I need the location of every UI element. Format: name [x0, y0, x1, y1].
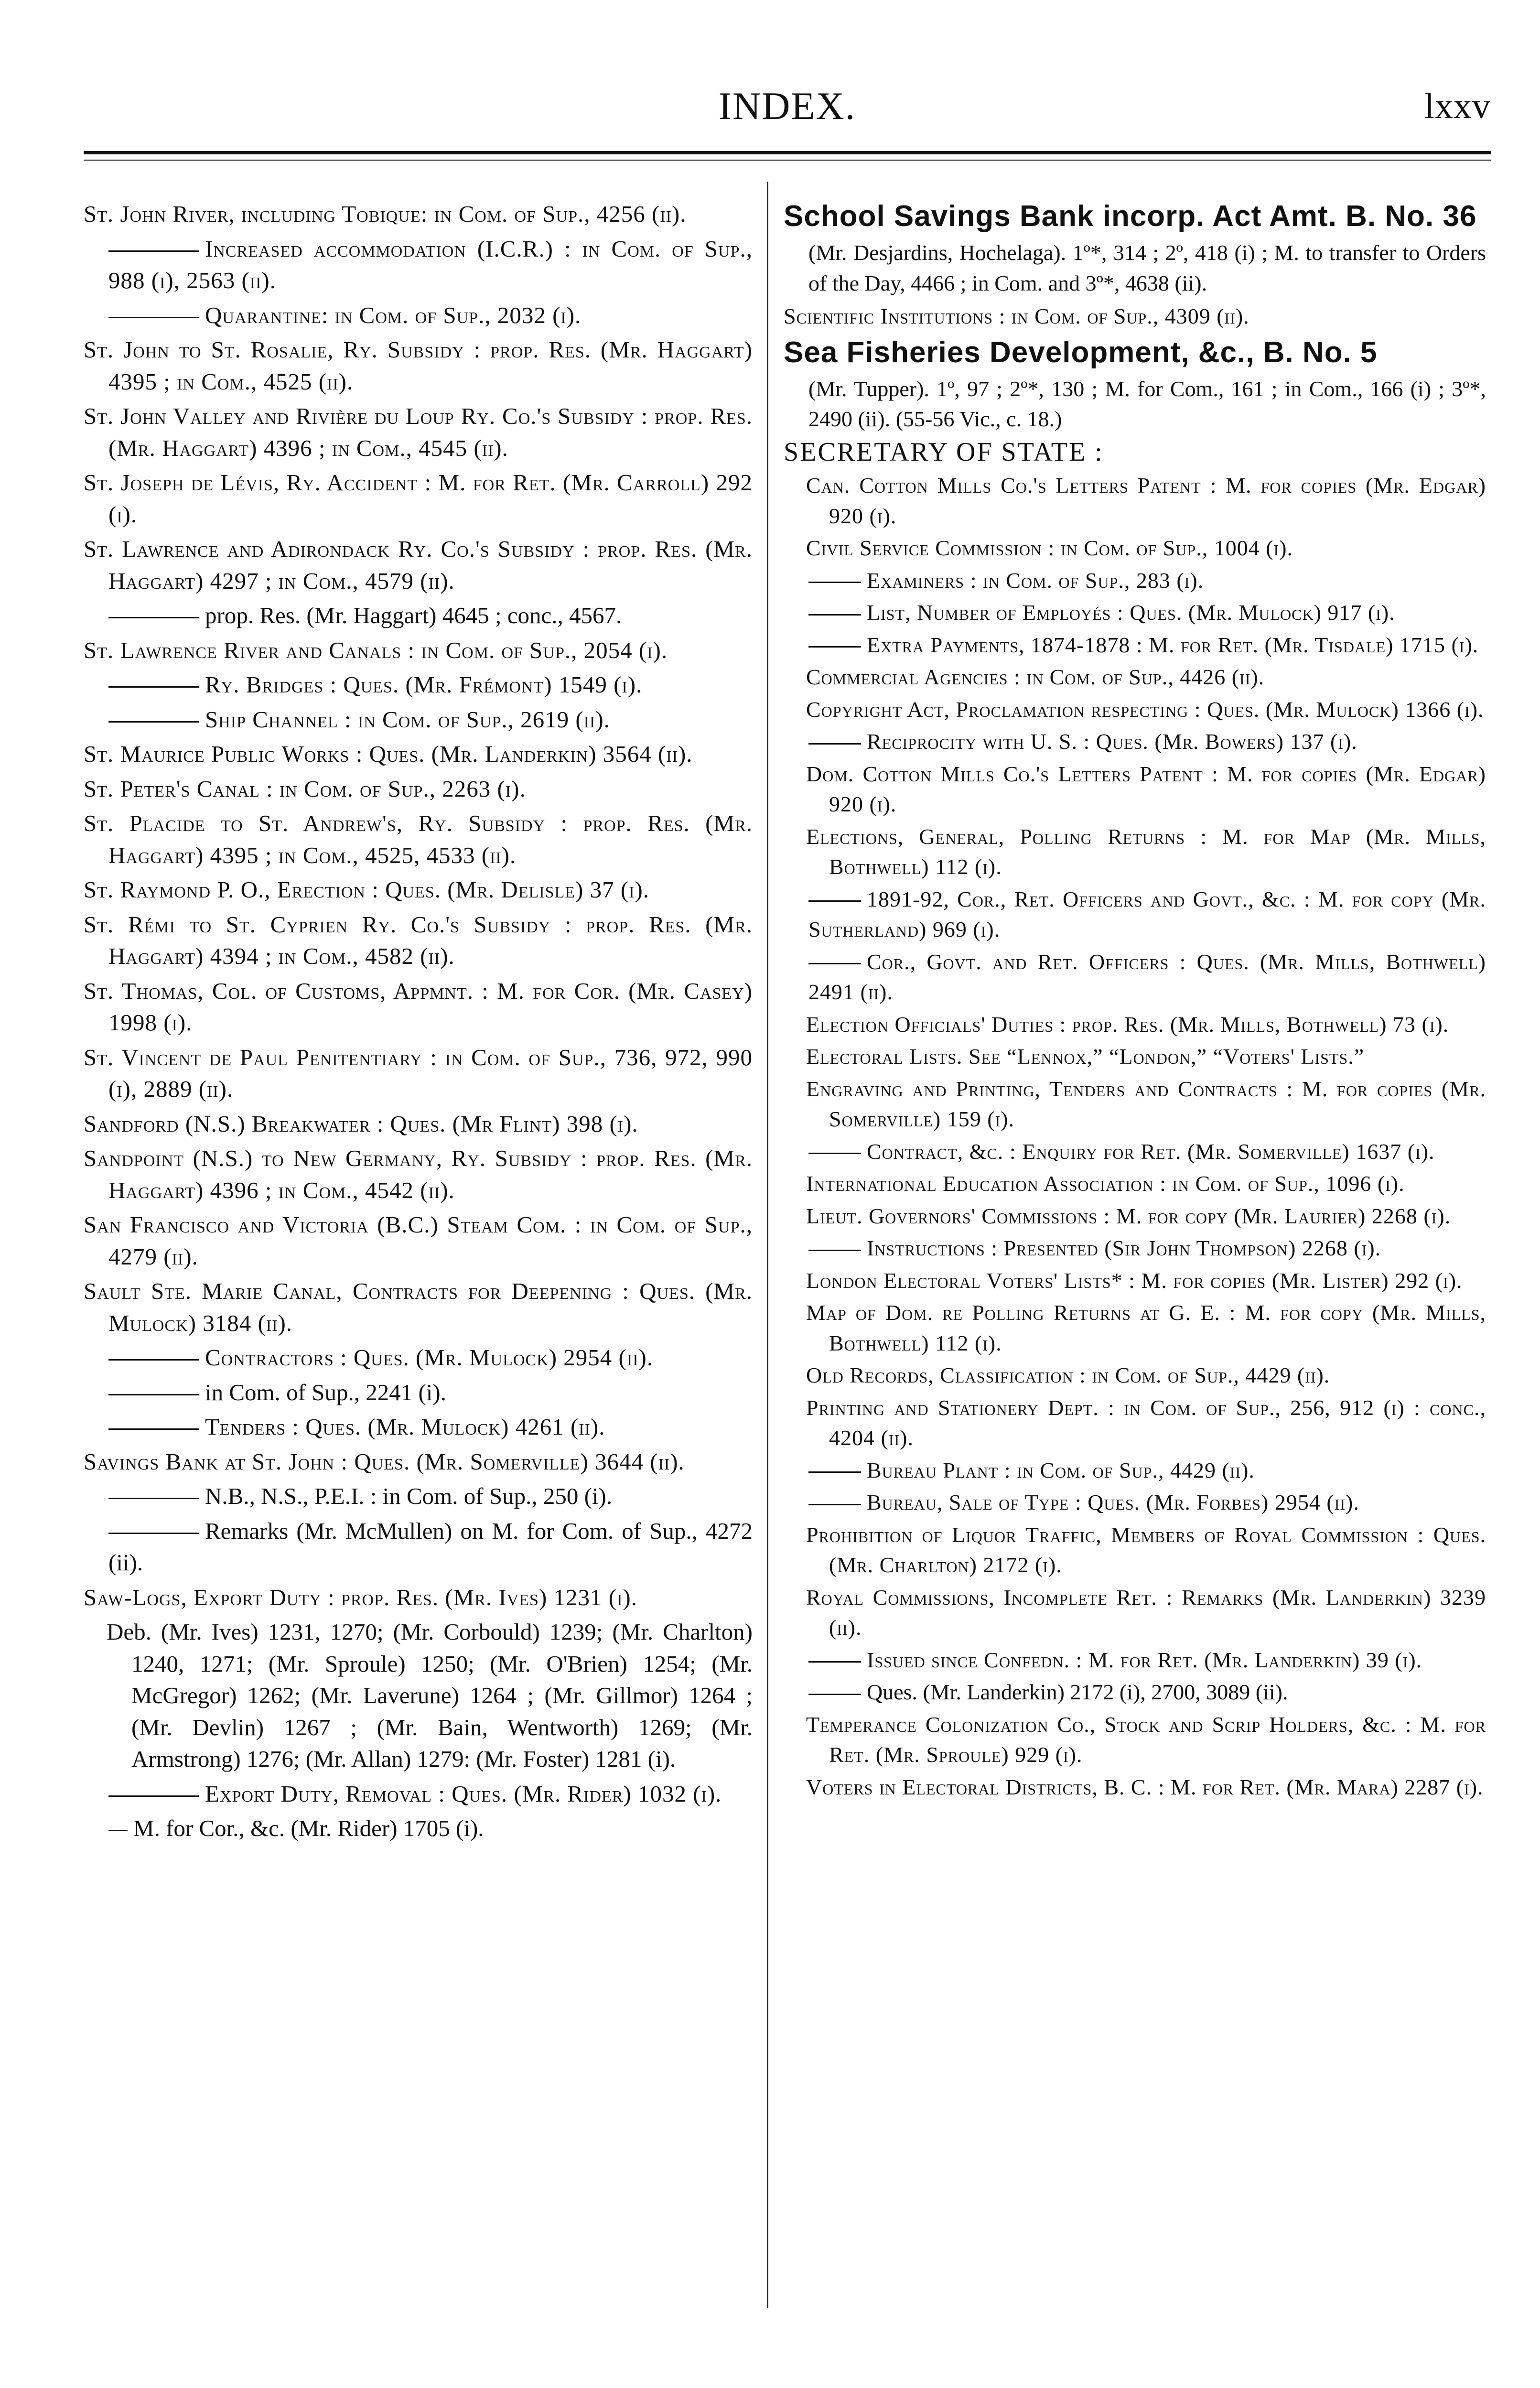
index-entry: St. Joseph de Lévis, Ry. Accident : M. for Ret. (Mr. Carroll) 292 (i).	[84, 469, 753, 528]
index-entry: Lieut. Governors' Commissions : M. for copy (Mr. Laurier) 2268 (i).	[806, 1203, 1451, 1228]
index-subentry	[784, 1136, 1486, 1167]
subentry-text: Bureau Plant : in Com. of Sup., 4429 (ii).	[867, 1458, 1255, 1482]
header-rule-thin	[84, 160, 1491, 161]
index-entry: Scientific Institutions : in Com. of Sup., 4309 (ii).	[784, 304, 1249, 328]
index-subentry	[784, 1233, 1486, 1264]
subentry-text: Extra Payments, 1874-1878 : M. for Ret. (Mr. Tisdale) 1715 (i).	[867, 632, 1479, 657]
index-entry: St. John to St. Rosalie, Ry. Subsidy : prop. Res. (Mr. Haggart) 4395 ; in Com., 4525 (ii).	[84, 336, 753, 395]
bill-heading: Sea Fisheries Development, &c., B. No. 5	[784, 335, 1378, 369]
index-subentry	[84, 233, 753, 297]
index-entry: Electoral Lists. See “Lennox,” “London,” “Voters' Lists.”	[806, 1044, 1365, 1069]
index-subentry	[84, 1342, 753, 1374]
index-entry: International Education Association : in Com. of Sup., 1096 (i).	[806, 1171, 1405, 1196]
bill-details: (Mr. Tupper). 1º, 97 ; 2º*, 130 ; M. for Com., 161 ; in Com., 166 (i) ; 3º*, 2490 (ii). (55-56 Vic., c. 18.)	[808, 376, 1486, 431]
subentry-text: Instructions : Presented (Sir John Thompson) 2268 (i).	[867, 1236, 1381, 1260]
subentry-text: Quarantine: in Com. of Sup., 2032 (i).	[205, 302, 582, 328]
column-divider	[767, 182, 768, 2308]
index-subentry	[84, 1411, 753, 1443]
index-entry: Voters in Electoral Districts, B. C. : M. for Ret. (Mr. Mara) 2287 (i).	[806, 1774, 1484, 1799]
section-heading: SECRETARY OF STATE :	[784, 437, 1104, 467]
index-subentry	[784, 1645, 1486, 1675]
index-subentry	[784, 1677, 1486, 1707]
index-subentry	[784, 565, 1486, 596]
index-entry: Printing and Stationery Dept. : in Com. of Sup., 256, 912 (i) : conc., 4204 (ii).	[806, 1395, 1486, 1450]
bill-details: (Mr. Desjardins, Hochelaga). 1º*, 314 ; 2º, 418 (i) ; M. to transfer to Orders of the Day, 4466 ; in Com. and 3º*, 4638 (ii).	[808, 240, 1486, 295]
index-entry: St. Rémi to St. Cyprien Ry. Co.'s Subsidy : prop. Res. (Mr. Haggart) 4394 ; in Com., 4582 (ii).	[84, 911, 753, 969]
subentry-text: Remarks (Mr. McMullen) on M. for Com. of Sup., 4272 (ii).	[108, 1517, 753, 1576]
subentry-text: Increased accommodation (I.C.R.) : in Com. of Sup., 988 (i), 2563 (ii).	[108, 235, 753, 293]
subentry-text: Contract, &c. : Enquiry for Ret. (Mr. Somerville) 1637 (i).	[867, 1139, 1435, 1164]
subentry-text: Cor., Govt. and Ret. Officers : Ques. (Mr. Mills, Bothwell) 2491 (ii).	[808, 949, 1486, 1004]
index-subentry	[84, 1813, 753, 1845]
subentry-text: Export Duty, Removal : Ques. (Mr. Rider) 1032 (i).	[205, 1780, 722, 1807]
left-column	[84, 198, 753, 1848]
index-entry: Copyright Act, Proclamation respecting : Ques. (Mr. Mulock) 1366 (i).	[806, 697, 1484, 722]
index-entry: Sandford (N.S.) Breakwater : Ques. (Mr Flint) 398 (i).	[84, 1110, 638, 1137]
index-entry: Election Officials' Duties : prop. Res. (Mr. Mills, Bothwell) 73 (i).	[806, 1012, 1449, 1037]
index-entry: St. Lawrence and Adirondack Ry. Co.'s Subsidy : prop. Res. (Mr. Haggart) 4297 ; in Com., 4579 (ii).	[84, 536, 753, 594]
index-entry: St. Maurice Public Works : Ques. (Mr. Landerkin) 3564 (ii).	[84, 741, 693, 767]
index-subentry	[784, 726, 1486, 757]
index-subentry	[784, 947, 1486, 1007]
index-subentry	[84, 600, 753, 632]
subentry-text: prop. Res. (Mr. Haggart) 4645 ; conc., 4567.	[205, 602, 622, 628]
index-subentry	[84, 300, 753, 332]
index-entry: Prohibition of Liquor Traffic, Members of Royal Commission : Ques. (Mr. Charlton) 2172 (i).	[806, 1522, 1486, 1577]
index-subentry	[84, 669, 753, 701]
subentry-text: Ry. Bridges : Ques. (Mr. Frémont) 1549 (i).	[205, 671, 643, 698]
index-entry: Temperance Colonization Co., Stock and Scrip Holders, &c. : M. for Ret. (Mr. Sproule) 929 (i).	[806, 1712, 1486, 1767]
subentry-text: Ship Channel : in Com. of Sup., 2619 (ii).	[205, 706, 610, 733]
index-entry: London Electoral Voters' Lists* : M. for copies (Mr. Lister) 292 (i).	[806, 1268, 1463, 1293]
subentry-text: in Com. of Sup., 2241 (i).	[205, 1379, 446, 1405]
index-entry: St. Vincent de Paul Penitentiary : in Com. of Sup., 736, 972, 990 (i), 2889 (ii).	[84, 1044, 753, 1102]
subentry-text: Ques. (Mr. Landerkin) 2172 (i), 2700, 3089 (ii).	[867, 1680, 1288, 1704]
index-subentry	[84, 1480, 753, 1513]
page-title: INDEX.	[718, 84, 856, 128]
subentry-text: Tenders : Ques. (Mr. Mulock) 4261 (ii).	[205, 1414, 605, 1440]
index-subentry	[84, 704, 753, 736]
index-entry: St. Peter's Canal : in Com. of Sup., 2263 (i).	[84, 775, 526, 802]
index-entry: Royal Commissions, Incomplete Ret. : Remarks (Mr. Landerkin) 3239 (ii).	[806, 1585, 1486, 1640]
subentry-text: Bureau, Sale of Type : Ques. (Mr. Forbes) 2954 (ii).	[867, 1490, 1359, 1514]
index-entry: Sault Ste. Marie Canal, Contracts for Deepening : Ques. (Mr. Mulock) 3184 (ii).	[84, 1278, 753, 1336]
subentry-text: Reciprocity with U. S. : Ques. (Mr. Bowers) 137 (i).	[867, 729, 1357, 754]
index-entry: St. Lawrence River and Canals : in Com. of Sup., 2054 (i).	[84, 637, 668, 663]
index-entry: Saw-Logs, Export Duty : prop. Res. (Mr. Ives) 1231 (i).	[84, 1584, 637, 1610]
index-subentry	[84, 1778, 753, 1810]
index-subentry	[784, 597, 1486, 628]
subentry-text: Contractors : Ques. (Mr. Mulock) 2954 (ii).	[205, 1344, 654, 1371]
subentry-text: 1891-92, Cor., Ret. Officers and Govt., &c. : M. for copy (Mr. Sutherland) 969 (i).	[808, 886, 1486, 941]
index-entry: Old Records, Classification : in Com. of Sup., 4429 (ii).	[806, 1363, 1330, 1387]
header-rule-thick	[84, 151, 1491, 154]
index-entry: Civil Service Commission : in Com. of Sup., 1004 (i).	[806, 536, 1293, 560]
index-subentry	[784, 630, 1486, 660]
subentry-text: Examiners : in Com. of Sup., 283 (i).	[867, 568, 1204, 593]
index-subentry	[784, 884, 1486, 945]
index-entry: Elections, General, Polling Returns : M. for Map (Mr. Mills, Bothwell) 112 (i).	[806, 824, 1486, 879]
index-entry: Engraving and Printing, Tenders and Contracts : M. for copies (Mr. Somerville) 159 (i).	[806, 1076, 1486, 1131]
subentry-text: N.B., N.S., P.E.I. : in Com. of Sup., 250 (i).	[205, 1483, 613, 1509]
index-entry: St. Placide to St. Andrew's, Ry. Subsidy : prop. Res. (Mr. Haggart) 4395 ; in Com., 4525, 4533 (ii).	[84, 810, 753, 868]
index-entry: St. John River, including Tobique: in Com. of Sup., 4256 (ii).	[84, 201, 687, 227]
index-entry: St. Thomas, Col. of Customs, Appmnt. : M. for Cor. (Mr. Casey) 1998 (i).	[84, 977, 753, 1036]
index-entry: St. John Valley and Rivière du Loup Ry. Co.'s Subsidy : prop. Res. (Mr. Haggart) 4396 ; in Com., 4545 (ii).	[84, 403, 753, 461]
index-entry: Savings Bank at St. John : Ques. (Mr. Somerville) 3644 (ii).	[84, 1448, 685, 1475]
index-entry: San Francisco and Victoria (B.C.) Steam Com. : in Com. of Sup., 4279 (ii).	[84, 1211, 753, 1270]
index-subentry	[84, 1377, 753, 1409]
index-subentry	[84, 1515, 753, 1579]
index-entry: St. Raymond P. O., Erection : Ques. (Mr. Delisle) 37 (i).	[84, 876, 650, 903]
index-subentry	[784, 1487, 1486, 1518]
debate-entry: Deb. (Mr. Ives) 1231, 1270; (Mr. Corbould) 1239; (Mr. Charlton) 1240, 1271; (Mr. Sproule) 1250; (Mr. O'Brien) 1254; (Mr. McGregor) 1262; (Mr. Laverune) 1264 ; (Mr. Gillmor) 1264 ; (Mr. Devlin) 1267 ; (Mr. Bain, Wentworth) 1269; (Mr. Armstrong) 1276; (Mr. Allan) 1279: (Mr. Foster) 1281 (i).	[107, 1619, 753, 1772]
index-entry: Map of Dom. re Polling Returns at G. E. : M. for copy (Mr. Mills, Bothwell) 112 (i).	[806, 1300, 1486, 1355]
page-number: lxxv	[1424, 86, 1491, 126]
right-column	[784, 198, 1486, 1804]
subentry-text: List, Number of Employés : Ques. (Mr. Mulock) 917 (i).	[867, 600, 1395, 625]
subentry-text: Issued since Confedn. : M. for Ret. (Mr. Landerkin) 39 (i).	[867, 1647, 1422, 1672]
index-entry: Dom. Cotton Mills Co.'s Letters Patent : M. for copies (Mr. Edgar) 920 (i).	[806, 761, 1486, 816]
index-entry: Commercial Agencies : in Com. of Sup., 4426 (ii).	[806, 665, 1265, 689]
page-header	[84, 74, 1491, 136]
subentry-text: M. for Cor., &c. (Mr. Rider) 1705 (i).	[133, 1815, 484, 1841]
bill-heading: School Savings Bank incorp. Act Amt. B. No. 36	[784, 200, 1477, 233]
index-entry: Sandpoint (N.S.) to New Germany, Ry. Subsidy : prop. Res. (Mr. Haggart) 4396 ; in Com., 4542 (ii).	[84, 1145, 753, 1203]
index-subentry	[784, 1455, 1486, 1486]
index-entry: Can. Cotton Mills Co.'s Letters Patent : M. for copies (Mr. Edgar) 920 (i).	[806, 473, 1486, 528]
